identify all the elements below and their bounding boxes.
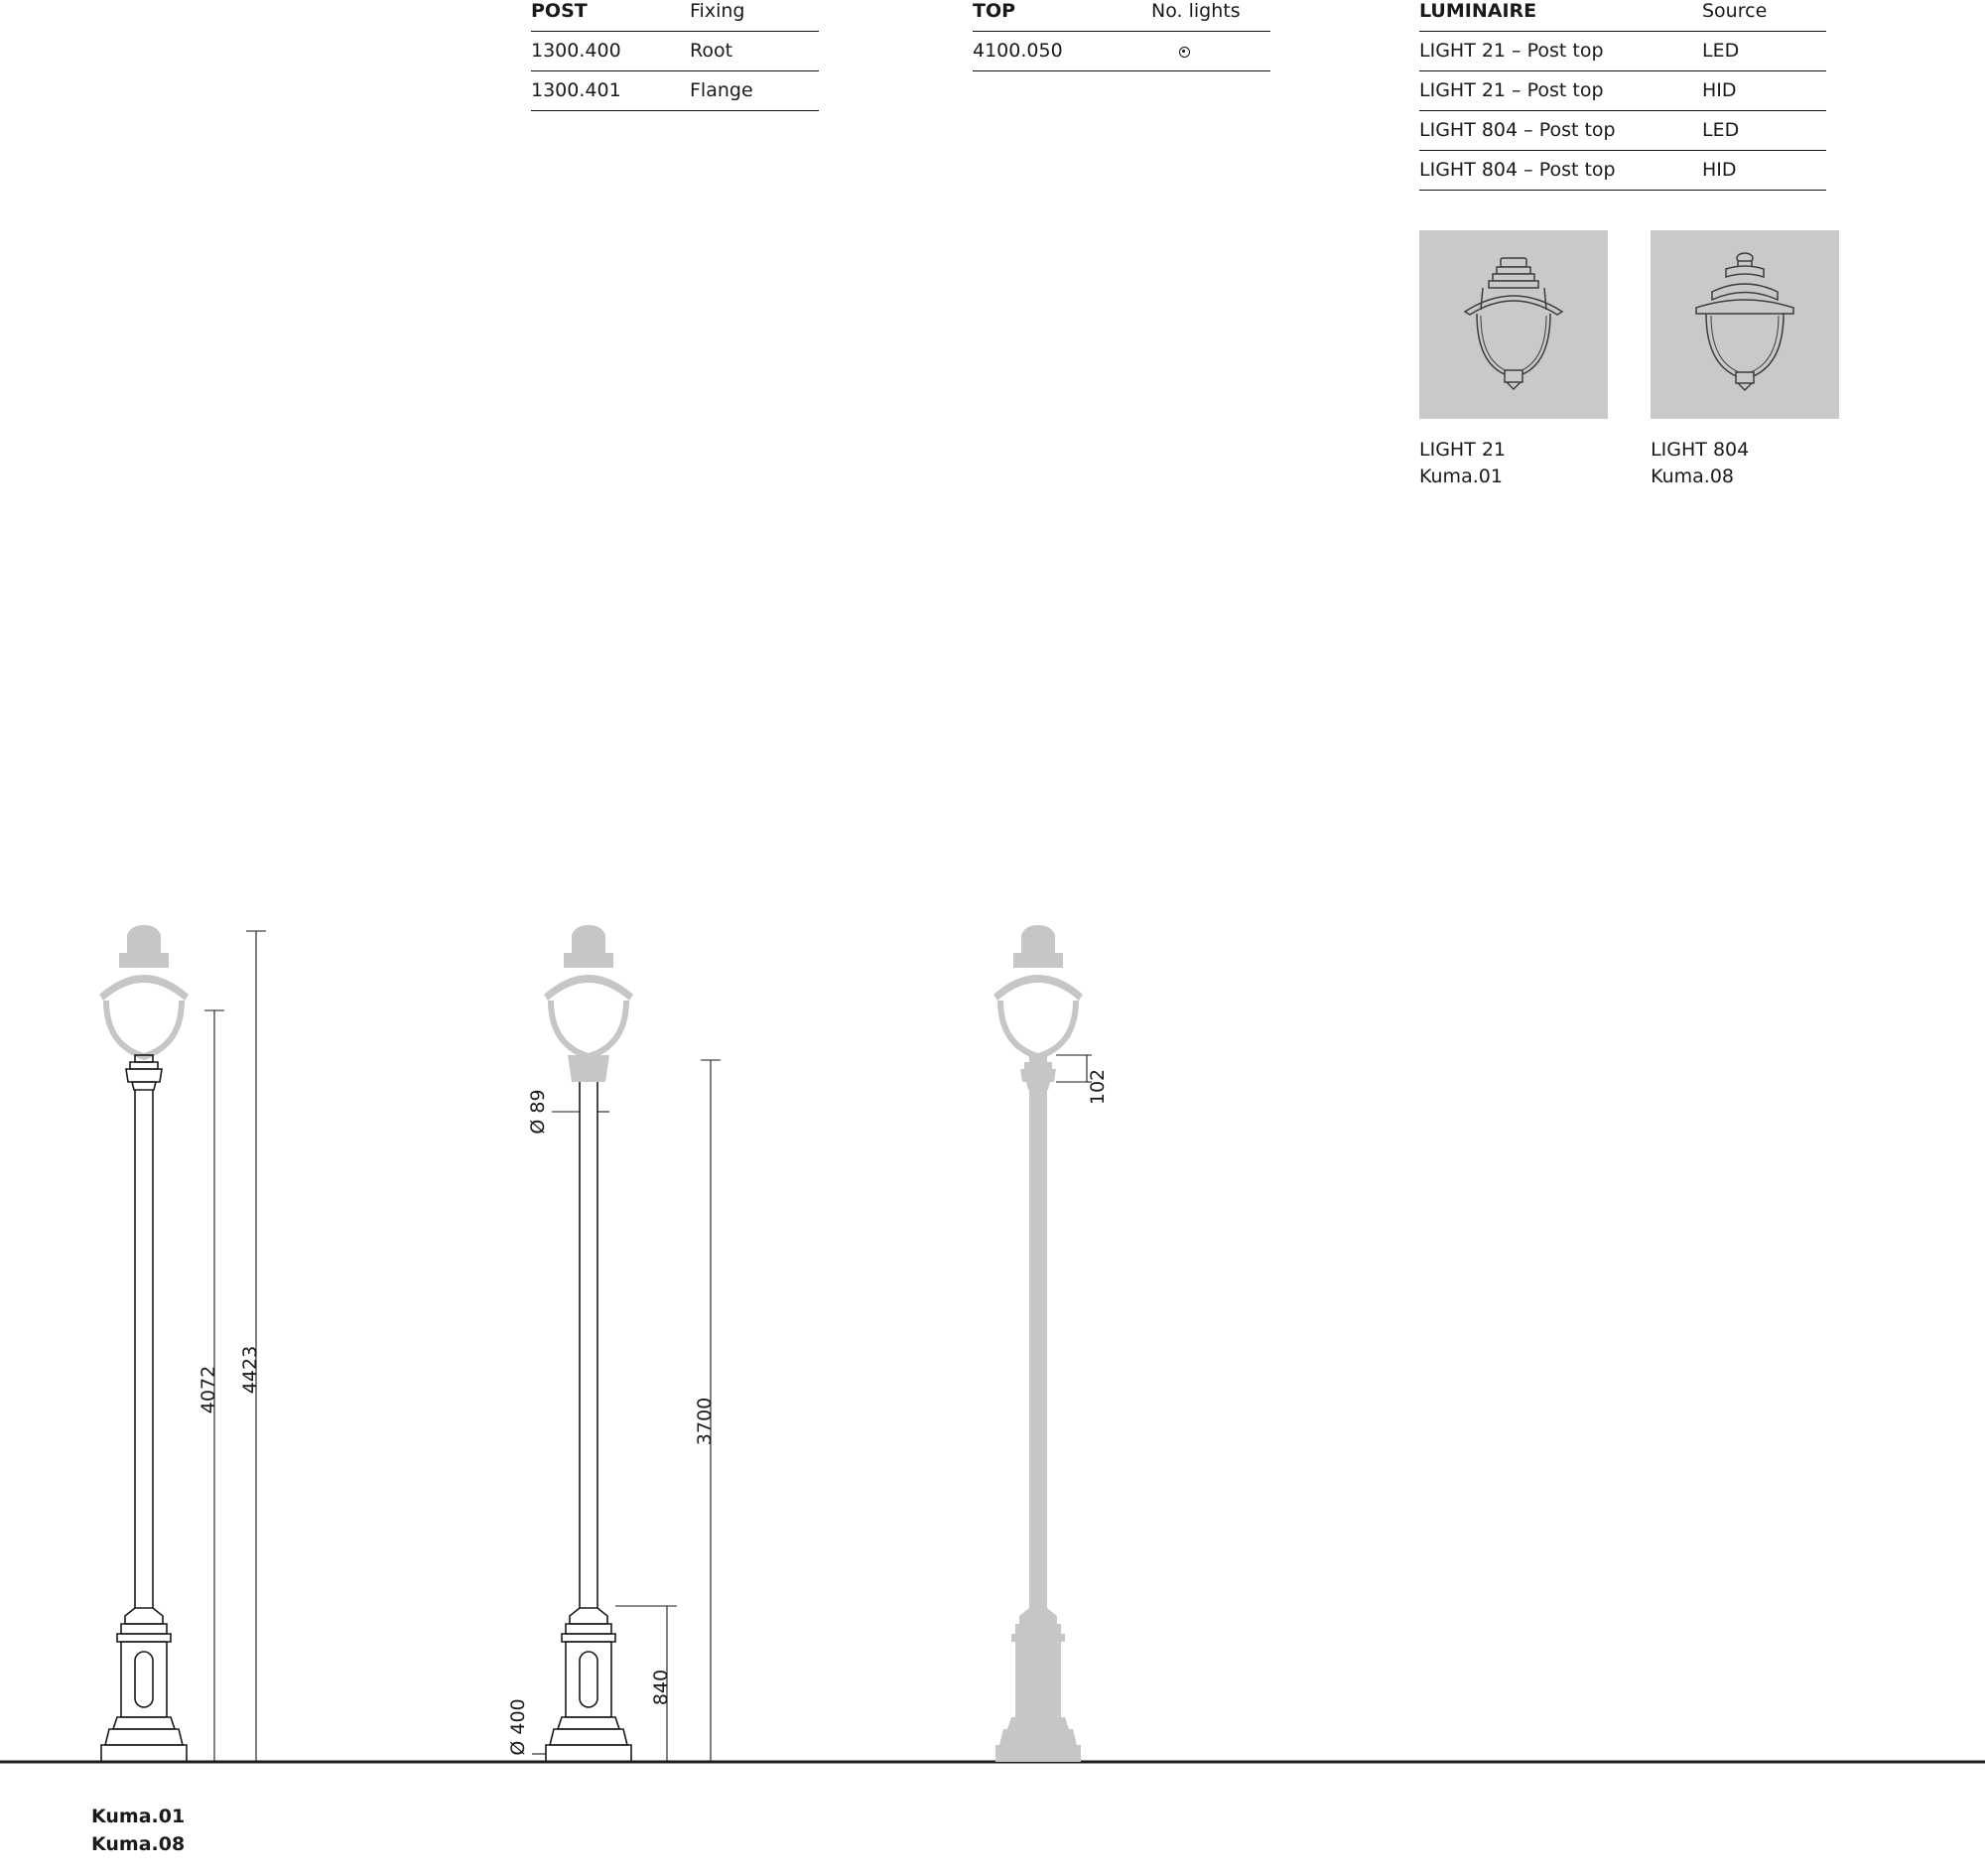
luminaire-thumbnail-light21 (1419, 230, 1608, 490)
top-code: 4100.050 (973, 32, 1151, 71)
luminaire-name: LIGHT 804 – Post top (1419, 151, 1702, 191)
dimension-102 (1056, 1055, 1092, 1082)
table-header-row (1419, 0, 1826, 32)
post-drawing-3 (993, 925, 1109, 1762)
luminaire-source: HID (1702, 151, 1826, 191)
top-lights-count (1151, 32, 1270, 71)
dimension-4423 (246, 931, 266, 1762)
table-row (1419, 111, 1826, 151)
table-header-row (973, 0, 1270, 32)
post-drawing-2 (507, 925, 721, 1762)
table-header-row (531, 0, 819, 32)
lantern-ghost-2 (544, 925, 633, 1082)
luminaire-source: HID (1702, 71, 1826, 111)
luminaire-name: LIGHT 21 – Post top (1419, 32, 1702, 71)
table-row (973, 32, 1270, 71)
thumbnail-subtitle: Kuma.08 (1651, 465, 1735, 487)
dimension-label-102: 102 (1087, 1068, 1109, 1106)
top-table-header-code: TOP (973, 0, 1151, 32)
dimension-label-840: 840 (650, 1669, 672, 1706)
post-ghost-3 (993, 925, 1083, 1762)
dimension-4072 (204, 1010, 224, 1762)
bottom-label-kuma01: Kuma.01 (91, 1806, 186, 1827)
dimension-840 (615, 1606, 677, 1762)
luminaire-thumbnail-row (1419, 230, 1877, 490)
post-drawing-1 (99, 925, 266, 1762)
bottom-labels (91, 1804, 185, 1858)
table-row (1419, 151, 1826, 191)
post-base-1 (101, 1608, 187, 1762)
luminaire-thumbnail-light804 (1651, 230, 1839, 490)
dimension-label-shaft-diameter: Ø 89 (527, 1089, 549, 1135)
post-shaft-1 (135, 1090, 153, 1608)
luminaire-table (1419, 0, 1826, 191)
thumbnail-title: LIGHT 21 (1419, 439, 1507, 461)
post-base-2 (546, 1608, 631, 1762)
table-row (1419, 32, 1826, 71)
lantern-light21-icon (1419, 230, 1608, 419)
luminaire-table-header-source: Source (1702, 0, 1826, 32)
dimension-3700 (701, 1060, 721, 1762)
post-shaft-2 (580, 1082, 597, 1608)
top-table-header-lights: No. lights (1151, 0, 1270, 32)
post-table (531, 0, 819, 111)
lantern-ghost-1 (99, 925, 189, 1060)
post-code: 1300.401 (531, 71, 690, 111)
post-code: 1300.400 (531, 32, 690, 71)
table-row (531, 32, 819, 71)
post-fixing: Root (690, 32, 819, 71)
luminaire-name: LIGHT 804 – Post top (1419, 111, 1702, 151)
post-fixing: Flange (690, 71, 819, 111)
dimension-label-4423: 4423 (239, 1345, 261, 1395)
thumbnail-subtitle: Kuma.01 (1419, 465, 1503, 487)
post-table-header-code: POST (531, 0, 690, 32)
table-row (531, 71, 819, 111)
bottom-label-kuma08: Kuma.08 (91, 1832, 186, 1855)
thumbnail-caption (1651, 437, 1839, 490)
luminaire-source: LED (1702, 111, 1826, 151)
thumbnail-caption (1419, 437, 1608, 490)
dimension-label-4072: 4072 (198, 1365, 219, 1414)
table-row (1419, 71, 1826, 111)
post-top-fitting-1 (126, 1055, 162, 1090)
luminaire-source: LED (1702, 32, 1826, 71)
luminaire-name: LIGHT 21 – Post top (1419, 71, 1702, 111)
post-table-header-fixing: Fixing (690, 0, 819, 32)
lantern-light804-icon (1651, 230, 1839, 419)
dimension-label-3700: 3700 (694, 1397, 716, 1446)
thumbnail-title: LIGHT 804 (1651, 439, 1750, 461)
luminaire-table-header-name: LUMINAIRE (1419, 0, 1702, 32)
single-light-icon (1179, 47, 1190, 58)
top-table (973, 0, 1270, 71)
dimension-label-base-diameter: Ø 400 (507, 1698, 529, 1756)
